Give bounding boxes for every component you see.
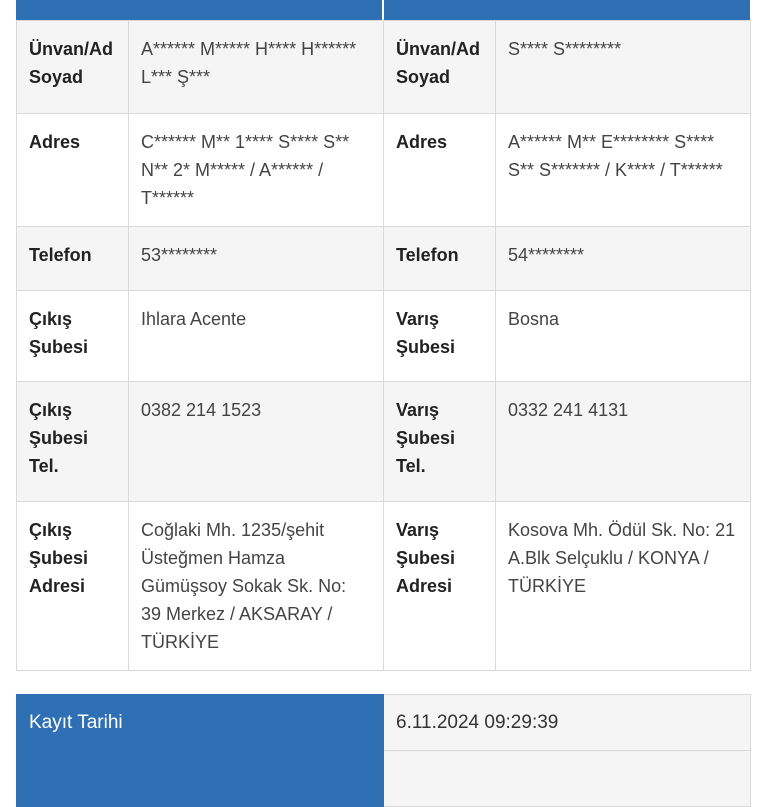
next-row-label [17, 751, 384, 807]
departure-branch-address-value: Coğlaki Mh. 1235/şehit Üsteğmen Hamza Gümüşsoy Sokak Sk. No: 39 Merkez / AKSARAY / TÜRKİYE [129, 502, 384, 671]
arrival-branch-address-label: Varış Şubesi Adresi [384, 502, 496, 671]
table-header-bar [16, 0, 750, 20]
table-row [17, 751, 751, 807]
receiver-name-label: Ünvan/Ad Soyad [384, 21, 496, 114]
next-row-value [384, 751, 751, 807]
arrival-branch-address-value: Kosova Mh. Ödül Sk. No: 21 A.Blk Selçuklu / KONYA / TÜRKİYE [496, 502, 751, 671]
receiver-address-label: Adres [384, 114, 496, 227]
table-row [17, 502, 751, 671]
arrival-branch-value: Bosna [496, 291, 751, 382]
departure-branch-value: Ihlara Acente [129, 291, 384, 382]
shipment-parties-table [16, 20, 751, 671]
sender-address-value: C****** M** 1**** S**** S** N** 2* M***** / A****** / T****** [129, 114, 384, 227]
departure-branch-tel-value[interactable]: 0382 214 1523 [129, 382, 384, 502]
table-row [17, 227, 751, 291]
shipment-summary-table [16, 694, 751, 807]
table-row [17, 382, 751, 502]
departure-branch-label: Çıkış Şubesi [17, 291, 129, 382]
receiver-header-cell [384, 0, 750, 20]
table-row [17, 695, 751, 751]
table-row [17, 291, 751, 382]
receiver-name-value: S**** S******** [496, 21, 751, 114]
arrival-branch-tel-value[interactable]: 0332 241 4131 [496, 382, 751, 502]
record-date-label: Kayıt Tarihi [17, 695, 384, 751]
departure-branch-address-label: Çıkış Şubesi Adresi [17, 502, 129, 671]
departure-branch-tel-label: Çıkış Şubesi Tel. [17, 382, 129, 502]
sender-phone-label: Telefon [17, 227, 129, 291]
receiver-address-value: A****** M** E******** S**** S** S******* / K**** / T****** [496, 114, 751, 227]
table-row [17, 21, 751, 114]
arrival-branch-tel-label: Varış Şubesi Tel. [384, 382, 496, 502]
sender-address-label: Adres [17, 114, 129, 227]
sender-phone-value: 53******** [129, 227, 384, 291]
sender-name-label: Ünvan/Ad Soyad [17, 21, 129, 114]
receiver-phone-label: Telefon [384, 227, 496, 291]
arrival-branch-label: Varış Şubesi [384, 291, 496, 382]
record-date-value: 6.11.2024 09:29:39 [384, 695, 751, 751]
receiver-phone-value: 54******** [496, 227, 751, 291]
table-row [17, 114, 751, 227]
sender-header-cell [16, 0, 382, 20]
sender-name-value: A****** M***** H**** H****** L*** Ş*** [129, 21, 384, 114]
